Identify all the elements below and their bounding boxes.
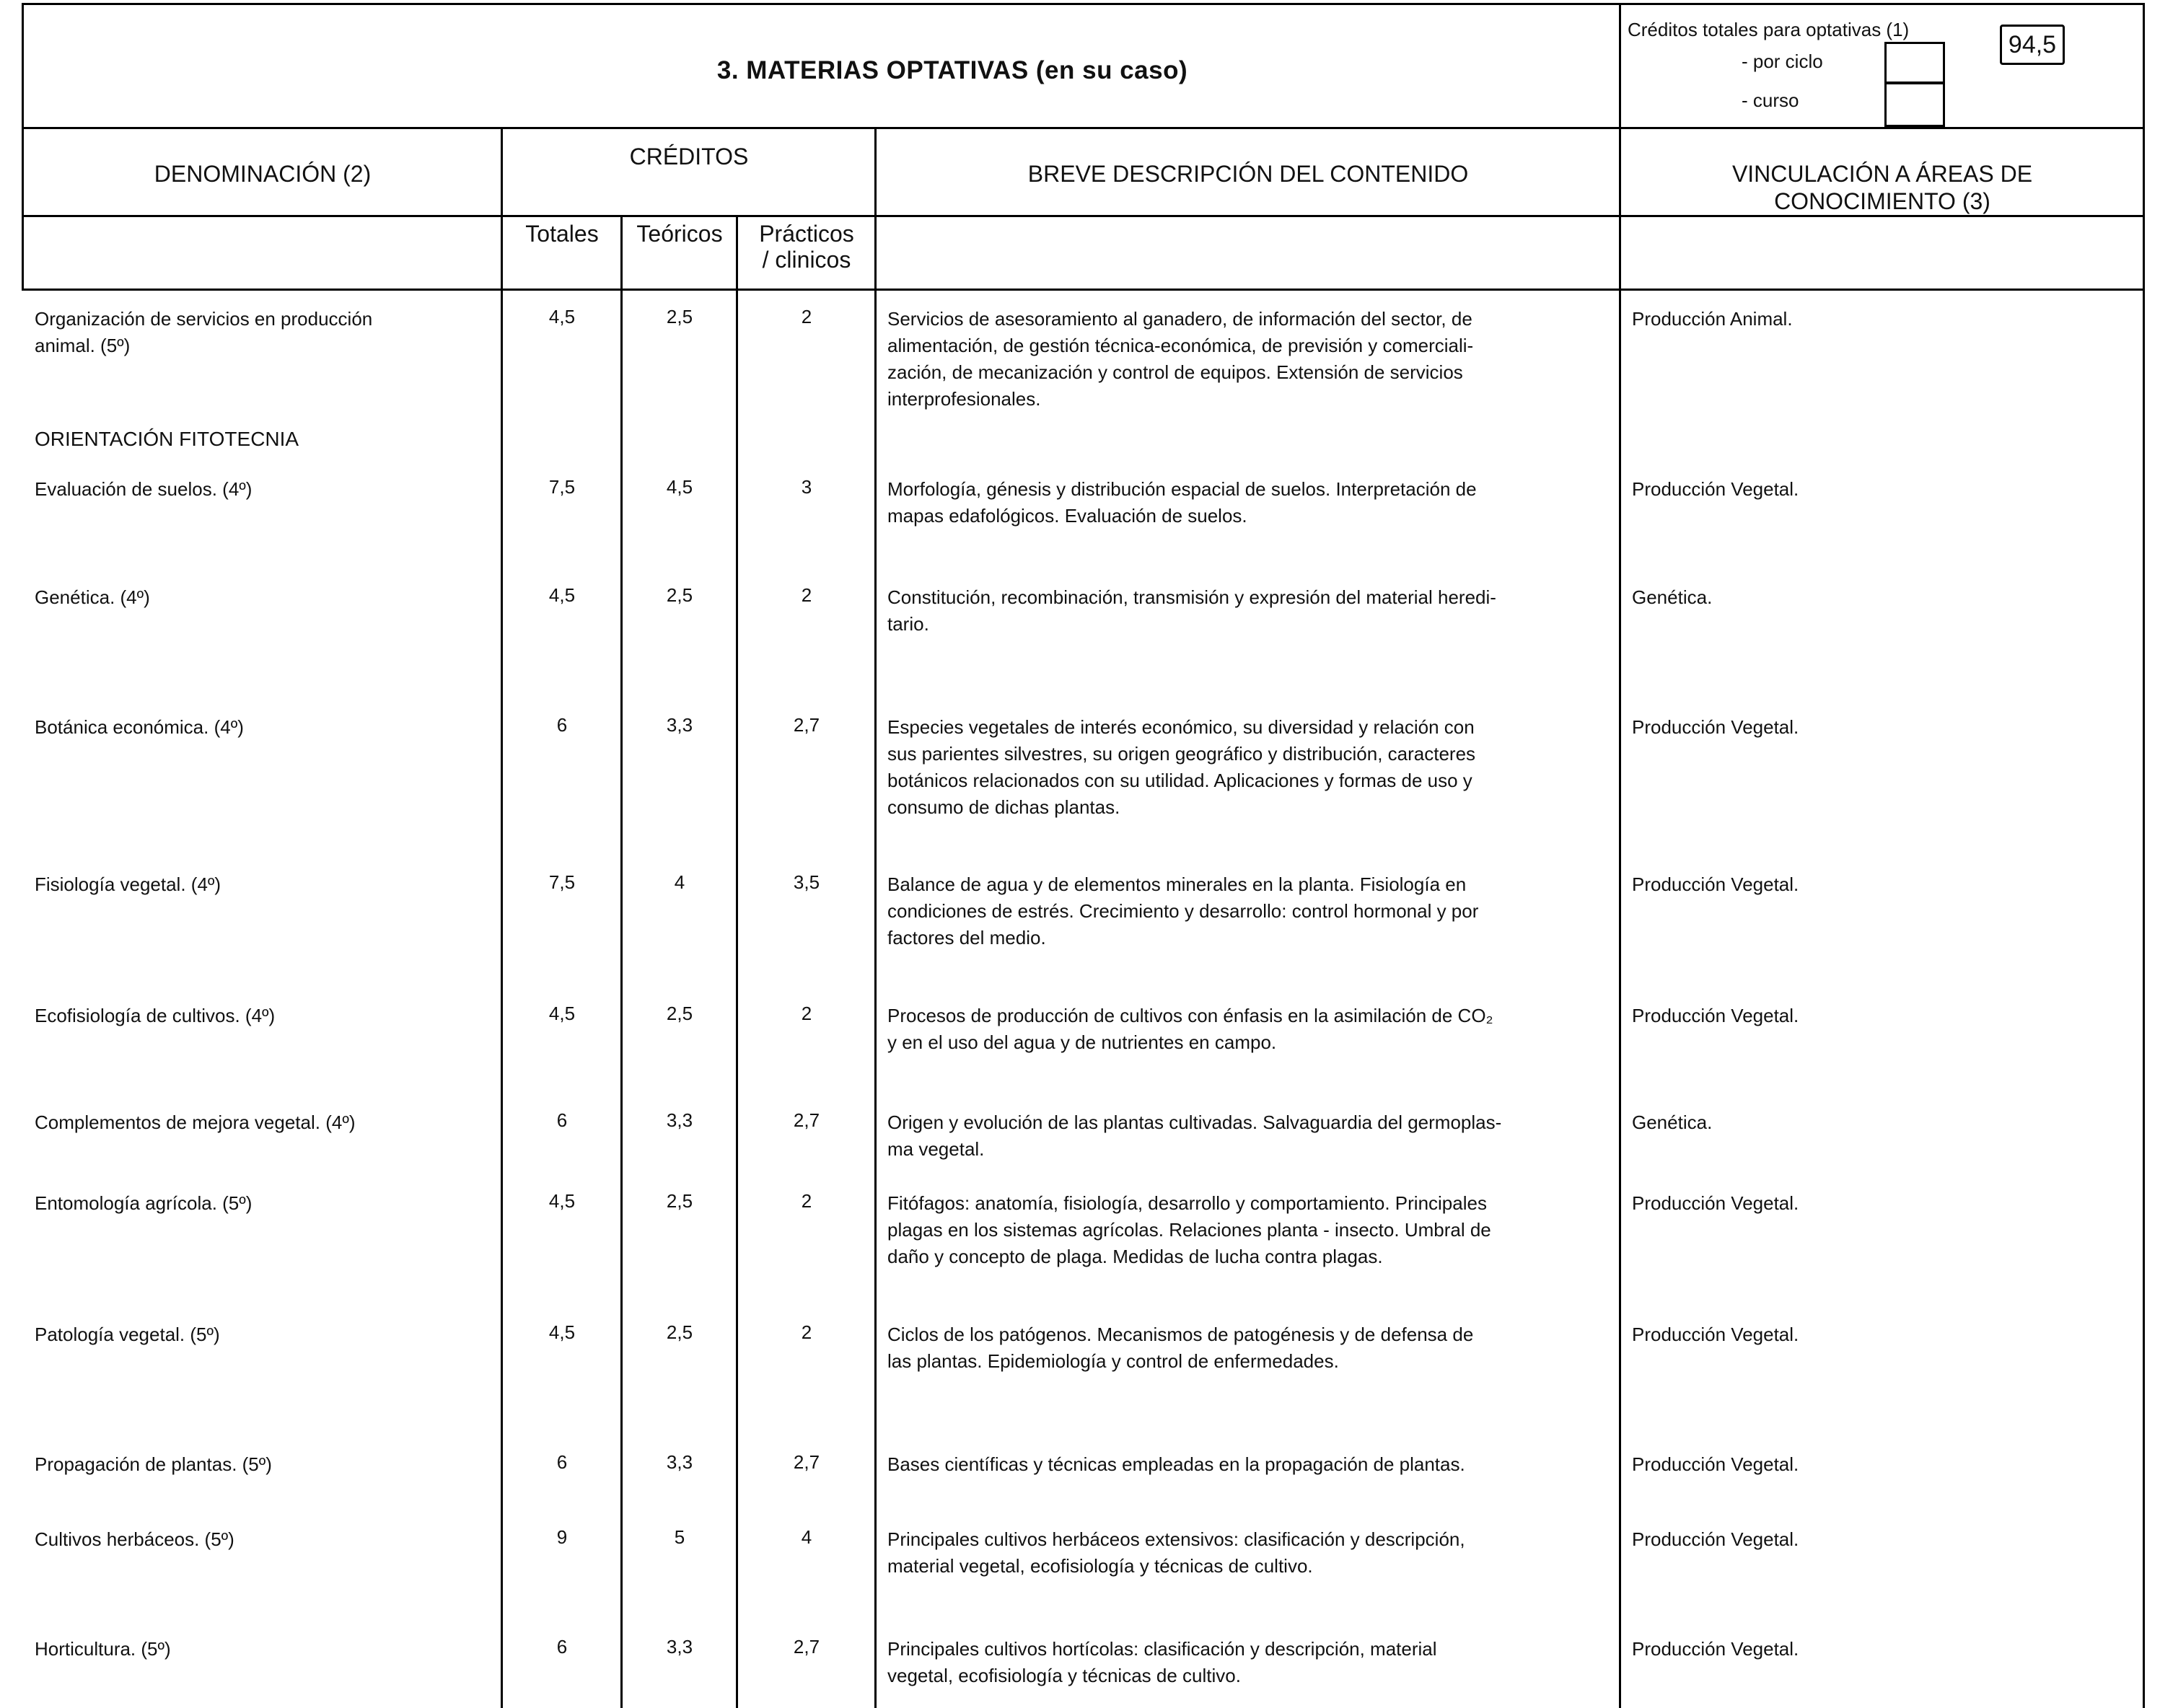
subject-name-line: Patología vegetal. (5º) <box>35 1324 220 1345</box>
description-line: plagas en los sistemas agrícolas. Relaciones planta - insecto. Umbral de <box>887 1219 1491 1241</box>
credits-teoricos: 3,3 <box>666 1109 693 1131</box>
credits-practicos: 2,7 <box>793 1109 820 1131</box>
subject-name-line: Cultivos herbáceos. (5º) <box>35 1528 234 1550</box>
credits-practicos: 2 <box>801 1003 812 1024</box>
subject-description <box>887 871 1615 951</box>
subject-name-line: Evaluación de suelos. (4º) <box>35 478 253 500</box>
subject-name-line: Genética. (4º) <box>35 586 150 608</box>
vinculacion-line-1: VINCULACIÓN A ÁREAS DE <box>1731 161 2033 187</box>
credits-practicos: 3,5 <box>793 871 820 893</box>
credits-practicos: 4 <box>801 1526 812 1548</box>
subject-name <box>35 306 489 359</box>
description-line: interprofesionales. <box>887 388 1041 410</box>
description-line: Ciclos de los patógenos. Mecanismos de patogénesis y de defensa de <box>887 1324 1474 1345</box>
credits-totales: 6 <box>556 1109 568 1131</box>
subject-name <box>35 1636 489 1663</box>
top-border <box>22 3 2144 5</box>
credits-totales: 4,5 <box>548 1190 576 1212</box>
vinculacion-line-2: CONOCIMIENTO (3) <box>1774 188 1990 214</box>
credits-teoricos: 2,5 <box>666 584 693 606</box>
col-descripcion-divider <box>874 127 877 1708</box>
credits-teoricos: 3,3 <box>666 1451 693 1473</box>
description-line: zación, de mecanización y control de equipos. Extensión de servicios <box>887 361 1463 383</box>
description-line: condiciones de estrés. Crecimiento y desarrollo: control hormonal y por <box>887 900 1479 922</box>
knowledge-area: Producción Vegetal. <box>1632 1453 1799 1475</box>
subject-name-line: Complementos de mejora vegetal. (4º) <box>35 1111 356 1133</box>
subheader-divider <box>22 215 2144 217</box>
knowledge-area: Producción Vegetal. <box>1632 1638 1799 1660</box>
credits-teoricos: 5 <box>674 1526 685 1548</box>
knowledge-area: Producción Vegetal. <box>1632 1528 1799 1550</box>
col-vinculacion-divider <box>1619 3 1621 1708</box>
description-line: Bases científicas y técnicas empleadas en la propagación de plantas. <box>887 1453 1465 1475</box>
knowledge-area: Genética. <box>1632 586 1713 608</box>
subject-description <box>887 1321 1615 1375</box>
subject-name-line: Horticultura. (5º) <box>35 1638 171 1660</box>
credits-totales: 9 <box>556 1526 568 1548</box>
practicos-line-1: Prácticos <box>759 221 854 247</box>
knowledge-area: Producción Animal. <box>1632 308 1793 330</box>
subject-name <box>35 1321 489 1348</box>
description-line: las plantas. Epidemiología y control de enfermedades. <box>887 1350 1339 1372</box>
description-line: alimentación, de gestión técnica-económica, de previsión y comerciali- <box>887 335 1474 356</box>
subject-description <box>887 476 1615 529</box>
description-line: Procesos de producción de cultivos con énfasis en la asimilación de CO₂ <box>887 1005 1493 1026</box>
subject-name-line: Botánica económica. (4º) <box>35 716 244 738</box>
subject-description <box>887 1190 1615 1270</box>
credits-practicos: 2 <box>801 306 812 327</box>
por-ciclo-label: - por ciclo <box>1742 50 1823 72</box>
curso-label: - curso <box>1742 89 1799 111</box>
description-line: y en el uso del agua y de nutrientes en campo. <box>887 1031 1277 1053</box>
knowledge-area: Producción Vegetal. <box>1632 716 1799 738</box>
credits-teoricos: 4 <box>674 871 685 893</box>
subject-description <box>887 1636 1615 1689</box>
subject-name-line: Entomología agrícola. (5º) <box>35 1192 253 1214</box>
columns-bottom-divider <box>22 289 2144 291</box>
subject-name-line: Propagación de plantas. (5º) <box>35 1453 272 1475</box>
credits-totales: 7,5 <box>548 476 576 498</box>
subject-description <box>887 1451 1615 1478</box>
knowledge-area: Producción Vegetal. <box>1632 1005 1799 1026</box>
subject-description <box>887 1003 1615 1056</box>
col-header-practicos <box>739 221 874 273</box>
knowledge-area: Genética. <box>1632 1111 1713 1133</box>
knowledge-area: Producción Vegetal. <box>1632 1324 1799 1345</box>
subject-name <box>35 1190 489 1217</box>
credits-practicos: 2,7 <box>793 1451 820 1473</box>
credits-practicos: 2,7 <box>793 1636 820 1658</box>
description-line: sus parientes silvestres, su origen geográfico y distribución, caracteres <box>887 743 1476 765</box>
description-line: botánicos relacionados con su utilidad. Aplicaciones y formas de uso y <box>887 770 1472 791</box>
col-header-totales: Totales <box>525 221 599 247</box>
credits-totales: 6 <box>556 1451 568 1473</box>
description-line: Especies vegetales de interés económico, su diversidad y relación con <box>887 716 1475 738</box>
subject-name <box>35 1526 489 1553</box>
credits-teoricos: 3,3 <box>666 714 693 736</box>
col-header-descripcion: BREVE DESCRIPCIÓN DEL CONTENIDO <box>1027 161 1469 187</box>
page-title: 3. MATERIAS OPTATIVAS (en su caso) <box>716 56 1188 84</box>
description-line: Morfología, génesis y distribución espacial de suelos. Interpretación de <box>887 478 1477 500</box>
description-line: Constitución, recombinación, transmisión y expresión del material heredi- <box>887 586 1496 608</box>
subject-description <box>887 1109 1615 1163</box>
credits-totales: 6 <box>556 1636 568 1658</box>
total-credits-value: 94,5 <box>2000 25 2065 65</box>
knowledge-area: Producción Vegetal. <box>1632 1192 1799 1214</box>
subject-name <box>35 1451 489 1478</box>
description-line: Balance de agua y de elementos minerales en la planta. Fisiología en <box>887 873 1467 895</box>
description-line: vegetal, ecofisiología y técnicas de cultivo. <box>887 1665 1241 1686</box>
description-line: Servicios de asesoramiento al ganadero, de información del sector, de <box>887 308 1472 330</box>
curso-box[interactable] <box>1884 82 1945 127</box>
credits-totales: 7,5 <box>548 871 576 893</box>
credits-practicos: 2 <box>801 584 812 606</box>
credits-totales: 4,5 <box>548 584 576 606</box>
credits-total-label: Créditos totales para optativas (1) <box>1628 19 1910 40</box>
description-line: Fitófagos: anatomía, fisiología, desarrollo y comportamiento. Principales <box>887 1192 1487 1214</box>
por-ciclo-box[interactable] <box>1884 42 1945 84</box>
section-orientacion-fitotecnia: ORIENTACIÓN FITOTECNIA <box>35 428 299 450</box>
col-practicos-divider <box>736 215 738 1708</box>
col-header-denominacion: DENOMINACIÓN (2) <box>154 161 372 187</box>
credits-practicos: 3 <box>801 476 812 498</box>
subject-name <box>35 476 489 503</box>
practicos-line-2: / clinicos <box>762 247 851 273</box>
credits-teoricos: 2,5 <box>666 1321 693 1343</box>
credits-teoricos: 3,3 <box>666 1636 693 1658</box>
subject-name-line: Fisiología vegetal. (4º) <box>35 873 221 895</box>
description-line: material vegetal, ecofisiología y técnicas de cultivo. <box>887 1555 1313 1577</box>
description-line: mapas edafológicos. Evaluación de suelos. <box>887 505 1247 527</box>
credits-practicos: 2 <box>801 1190 812 1212</box>
col-teoricos-divider <box>620 215 623 1708</box>
subject-description <box>887 306 1615 413</box>
credits-teoricos: 2,5 <box>666 1190 693 1212</box>
credits-totales: 4,5 <box>548 1321 576 1343</box>
col-header-creditos: CRÉDITOS <box>629 144 749 170</box>
subject-name <box>35 714 489 741</box>
description-line: Principales cultivos hortícolas: clasificación y descripción, material <box>887 1638 1437 1660</box>
subject-name <box>35 1003 489 1029</box>
credits-teoricos: 2,5 <box>666 306 693 327</box>
credits-practicos: 2,7 <box>793 714 820 736</box>
description-line: daño y concepto de plaga. Medidas de lucha contra plagas. <box>887 1246 1383 1267</box>
subject-name <box>35 1109 489 1136</box>
left-border <box>22 3 24 289</box>
description-line: consumo de dichas plantas. <box>887 796 1120 818</box>
subject-description <box>887 1526 1615 1580</box>
header-divider <box>22 127 2144 129</box>
credits-practicos: 2 <box>801 1321 812 1343</box>
credits-teoricos: 2,5 <box>666 1003 693 1024</box>
subject-name-line: animal. (5º) <box>35 335 131 356</box>
subject-name-line: Organización de servicios en producción <box>35 308 373 330</box>
subject-name <box>35 871 489 898</box>
credits-teoricos: 4,5 <box>666 476 693 498</box>
col-header-teoricos: Teóricos <box>636 221 723 247</box>
subject-name <box>35 584 489 611</box>
credits-totales: 6 <box>556 714 568 736</box>
description-line: factores del medio. <box>887 927 1046 948</box>
description-line: tario. <box>887 613 929 635</box>
subject-name-line: Ecofisiología de cultivos. (4º) <box>35 1005 276 1026</box>
knowledge-area: Producción Vegetal. <box>1632 478 1799 500</box>
description-line: Origen y evolución de las plantas cultivadas. Salvaguardia del germoplas- <box>887 1111 1502 1133</box>
subject-description <box>887 584 1615 638</box>
description-line: Principales cultivos herbáceos extensivos: clasificación y descripción, <box>887 1528 1465 1550</box>
knowledge-area: Producción Vegetal. <box>1632 873 1799 895</box>
credits-totales: 4,5 <box>548 306 576 327</box>
col-header-vinculacion <box>1622 160 2143 215</box>
description-line: ma vegetal. <box>887 1138 985 1160</box>
col-creditos-divider <box>501 127 503 1708</box>
right-border <box>2143 3 2145 1708</box>
subject-description <box>887 714 1615 821</box>
credits-totales: 4,5 <box>548 1003 576 1024</box>
